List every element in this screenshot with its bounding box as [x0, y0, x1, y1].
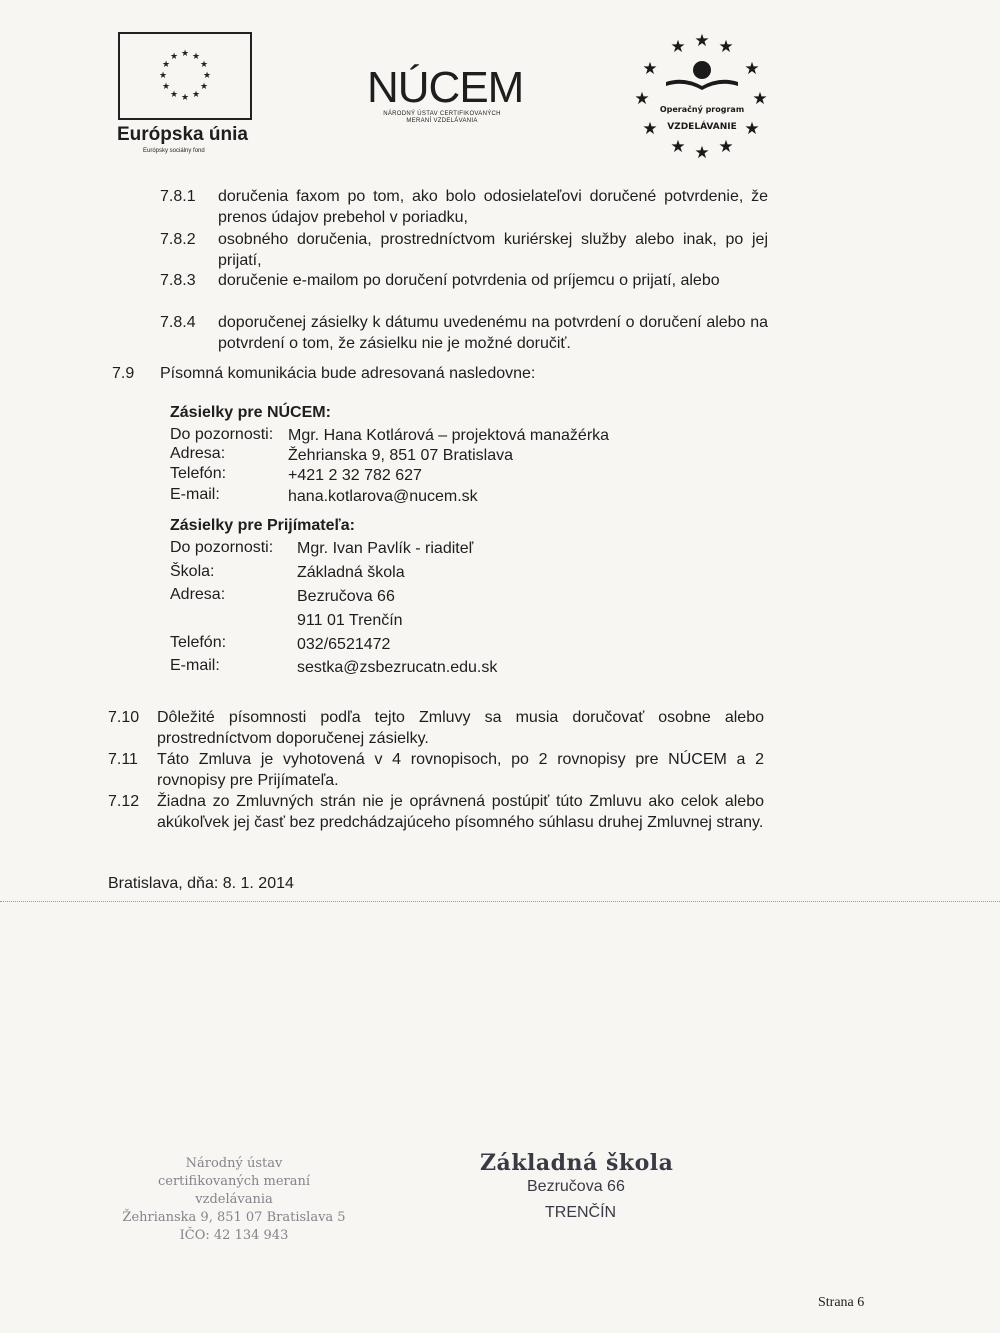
contact-label: Telefón: — [170, 465, 227, 482]
contact-value: Mgr. Hana Kotlárová – projektová manažérka — [288, 427, 610, 444]
contact-label: Do pozornosti: — [170, 539, 274, 556]
item-num: 7.11 — [108, 751, 138, 768]
contact-value: 032/6521472 — [297, 636, 391, 653]
nucem-logo-title: NÚCEM — [367, 63, 524, 112]
nucem-logo-subtitle — [367, 111, 517, 125]
nucem-stamp — [118, 1155, 350, 1245]
item-num: 7.8.4 — [160, 314, 196, 331]
svg-text:★: ★ — [718, 37, 734, 57]
svg-text:★: ★ — [202, 71, 212, 81]
stamp-line: certifikovaných meraní vzdelávania — [157, 1174, 311, 1207]
eu-flag-logo — [118, 32, 252, 120]
svg-text:★: ★ — [744, 59, 760, 79]
svg-text:★: ★ — [161, 82, 171, 92]
stamp-line: IČO: 42 134 943 — [179, 1228, 289, 1243]
nucem-subtitle-line2: MERANÍ VZDELÁVANIA — [406, 118, 478, 124]
op-line1: Operačný program — [659, 105, 745, 114]
contact-label: E-mail: — [170, 657, 220, 674]
svg-text:★: ★ — [191, 90, 201, 100]
contact-value: Mgr. Ivan Pavlík - riaditeľ — [297, 540, 474, 557]
item-num: 7.8.2 — [160, 231, 196, 248]
item-num: 7.12 — [108, 793, 140, 810]
item-num: 7.10 — [108, 709, 140, 726]
contact-label: Adresa: — [170, 445, 226, 462]
item-text: osobného doručenia, prostredníctvom kuriérskej služby alebo inak, po jej prijatí, — [218, 231, 768, 269]
contact-value: 911 01 Trenčín — [297, 612, 403, 629]
svg-text:★: ★ — [158, 71, 168, 81]
svg-text:★: ★ — [642, 119, 658, 139]
svg-text:★: ★ — [634, 89, 650, 109]
eu-title: Európska únia — [117, 124, 248, 145]
item-text: Dôležité písomnosti podľa tejto Zmluvy sa musia doručovať osobne alebo prostredníctvom doporučenej zásielky. — [157, 709, 764, 747]
contact-label: Do pozornosti: — [170, 426, 274, 443]
svg-text:★: ★ — [169, 52, 179, 62]
school-stamp-city: TRENČÍN — [545, 1204, 617, 1221]
contact-value: Žehrianska 9, 851 07 Bratislava — [288, 447, 514, 464]
item-text: Žiadna zo Zmluvných strán nie je oprávnená postúpiť túto Zmluvu ako celok alebo akúkoľvek jej časť bez predchádzajúceho písomného súhlasu druhej Zmluvnej strany. — [157, 793, 764, 831]
separator-line — [0, 901, 1000, 902]
svg-text:★: ★ — [694, 143, 710, 163]
svg-text:★: ★ — [718, 137, 734, 157]
op-vzdelavanie-logo — [632, 30, 772, 170]
eu-stars-icon — [120, 34, 250, 118]
svg-text:★: ★ — [180, 93, 190, 103]
svg-text:★: ★ — [642, 59, 658, 79]
page-number: Strana 6 — [818, 1295, 865, 1310]
svg-text:★: ★ — [752, 89, 768, 109]
svg-text:★: ★ — [694, 31, 710, 51]
svg-text:★: ★ — [670, 37, 686, 57]
stamp-line: Národný ústav — [185, 1156, 283, 1171]
svg-text:★: ★ — [670, 137, 686, 157]
contact-value: hana.kotlarova@nucem.sk — [288, 488, 478, 505]
contact-value: Základná škola — [297, 564, 405, 581]
school-stamp-title: Základná škola — [480, 1150, 674, 1176]
op-line2: VZDELÁVANIE — [667, 122, 737, 132]
place-date: Bratislava, dňa: 8. 1. 2014 — [108, 875, 294, 892]
svg-text:★: ★ — [744, 119, 760, 139]
contact-label: Adresa: — [170, 586, 226, 603]
nucem-subtitle-line1: NÁRODNÝ ÚSTAV CERTIFIKOVANÝCH — [383, 111, 501, 117]
recipient-contact-heading: Zásielky pre Prijímateľa: — [170, 517, 355, 534]
svg-text:★: ★ — [199, 60, 209, 70]
contact-value: +421 2 32 782 627 — [288, 467, 422, 484]
svg-text:★: ★ — [191, 52, 201, 62]
contact-value: sestka@zsbezrucatn.edu.sk — [297, 659, 498, 676]
eu-subtitle: Európsky sociálny fond — [143, 148, 205, 154]
item-text: doručenia faxom po tom, ako bolo odosielateľovi doručené potvrdenie, že prenos údajov prebehol v poriadku, — [218, 188, 768, 226]
svg-text:★: ★ — [180, 49, 190, 59]
stamp-line: Žehrianska 9, 851 07 Bratislava 5 — [122, 1210, 346, 1225]
contact-label: Škola: — [170, 563, 215, 580]
school-stamp-street: Bezručova 66 — [527, 1178, 625, 1195]
contact-value: Bezručova 66 — [297, 588, 395, 605]
item-num: 7.8.1 — [160, 188, 196, 205]
op-stars-book-icon — [632, 30, 772, 170]
item-num: 7.9 — [112, 365, 135, 382]
item-num: 7.8.3 — [160, 272, 196, 289]
item-text: Písomná komunikácia bude adresovaná nasledovne: — [160, 365, 536, 382]
item-text: doporučenej zásielky k dátumu uvedenému na potvrdení o doručení alebo na potvrdení o tom, že zásielku nie je možné doručiť. — [218, 314, 768, 352]
svg-text:★: ★ — [169, 90, 179, 100]
contact-label: E-mail: — [170, 486, 220, 503]
svg-text:★: ★ — [161, 60, 171, 70]
contact-label: Telefón: — [170, 634, 227, 651]
item-text: Táto Zmluva je vyhotovená v 4 rovnopisoch, po 2 rovnopisy pre NÚCEM a 2 rovnopisy pre Prijímateľa. — [157, 751, 764, 789]
item-text: doručenie e-mailom po doručení potvrdenia od príjemcu o prijatí, alebo — [218, 272, 720, 289]
nucem-contact-heading: Zásielky pre NÚCEM: — [170, 404, 331, 421]
svg-text:★: ★ — [199, 82, 209, 92]
